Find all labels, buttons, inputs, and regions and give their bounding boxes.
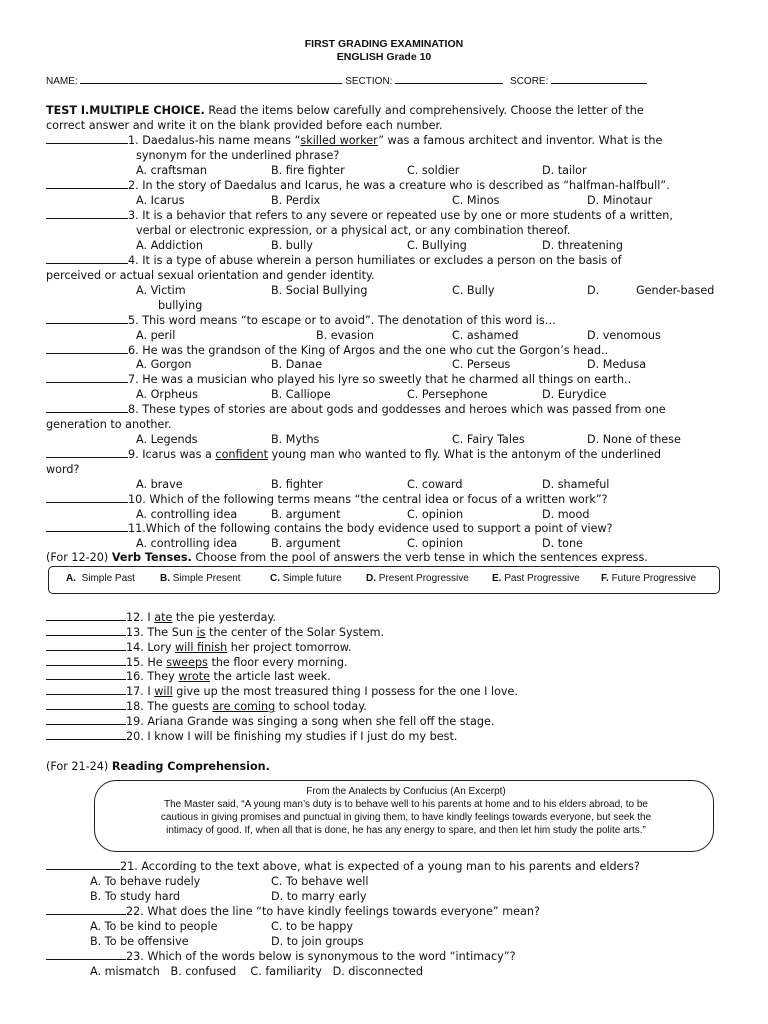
answer-blank[interactable] (46, 949, 126, 960)
option-d[interactable]: D. to join groups (271, 935, 364, 948)
score-field[interactable] (551, 73, 647, 84)
section-field[interactable] (395, 73, 503, 84)
question-text: 21. According to the text above, what is expected of a young man to his parents and elders? (120, 860, 640, 873)
answer-blank[interactable] (46, 610, 126, 621)
choice-b: B. Simple Present (160, 573, 241, 584)
option-a[interactable]: A. Victim (136, 284, 186, 297)
choice-f: F. Future Progressive (601, 573, 697, 584)
verb-item-18: 18. The guests are coming to school today. (46, 699, 367, 714)
option-d[interactable]: D. shameful (542, 478, 610, 491)
test1-heading: TEST I.MULTIPLE CHOICE. (46, 104, 205, 117)
exam-subtitle: ENGLISH Grade 10 (336, 51, 432, 63)
score-label: SCORE: (510, 76, 549, 87)
underlined-word: confident (215, 448, 269, 461)
question-text: 5. This word means “to escape or to avoid”. The denotation of this word is… (128, 314, 556, 327)
answer-blank[interactable] (46, 402, 128, 413)
question-text: ” was a famous architect and inventor. What is the (378, 134, 663, 147)
question-text: 10. Which of the following terms means “the central idea or focus of a written work”? (128, 493, 608, 506)
option-c[interactable]: C. opinion (407, 508, 464, 521)
answer-blank[interactable] (46, 655, 126, 666)
answer-blank[interactable] (46, 640, 126, 651)
choice-d: D. Present Progressive (366, 573, 469, 584)
verb-item-12: 12. I ate the pie yesterday. (46, 610, 276, 625)
option-c[interactable]: C. Persephone (407, 388, 488, 401)
question-4 (46, 253, 722, 268)
section-label: SECTION: (345, 76, 393, 87)
question-text: 7. He was a musician who played his lyre so sweetly that he charmed all things on earth.. (128, 373, 632, 386)
answer-blank[interactable] (46, 253, 128, 264)
verb-item-14: 14. Lory will finish her project tomorrow. (46, 640, 352, 655)
verb-item-15: 15. He sweeps the floor every morning. (46, 655, 348, 670)
answer-blank[interactable] (46, 521, 128, 532)
answer-blank[interactable] (46, 208, 128, 219)
option-b[interactable]: B. fighter (271, 478, 323, 491)
option-c[interactable]: C. To behave well (271, 875, 369, 888)
option-d[interactable]: D. threatening (542, 239, 623, 252)
question-11 (46, 521, 613, 536)
section-range: (For 21-24) (46, 760, 109, 773)
answer-blank[interactable] (46, 343, 128, 354)
option-a[interactable]: A. controlling idea (136, 508, 238, 521)
question-7 (46, 372, 631, 387)
answer-blank[interactable] (46, 904, 126, 915)
excerpt-line: The Master said, “A young man’s duty is to behave well to his parents at home and to his elders abroad, to be (164, 799, 648, 810)
excerpt-line: intimacy of good. If, when all that is done, he has any energy to spare, and then let him study the polite arts.” (166, 825, 646, 836)
option-b[interactable]: B. fire fighter (271, 164, 345, 177)
option-c[interactable]: C. Fairy Tales (452, 433, 525, 446)
option-d-text: bullying (158, 299, 203, 312)
option-c[interactable]: C. soldier (407, 164, 460, 177)
option-a[interactable]: A. peril (136, 329, 176, 342)
question-text: verbal or electronic expression, or a physical act, or any combination thereof. (136, 224, 571, 237)
section-heading: Reading Comprehension. (111, 760, 270, 773)
choice-c: C. Simple future (270, 573, 342, 584)
choice-e: E. Past Progressive (492, 573, 580, 584)
choice-a: A. Simple Past (66, 573, 135, 584)
option-b[interactable]: B. Myths (271, 433, 320, 446)
exam-title: FIRST GRADING EXAMINATION (304, 38, 464, 50)
question-text: 23. Which of the words below is synonymous to the word “intimacy”? (126, 950, 516, 963)
question-text: 11.Which of the following contains the body evidence used to support a point of view? (128, 522, 613, 535)
option-b[interactable]: B. To study hard (90, 890, 181, 903)
option-b[interactable]: B. To be offensive (90, 935, 189, 948)
excerpt-title: From the Analects by Confucius (An Excerpt) (306, 786, 506, 797)
option-c[interactable]: C. Perseus (452, 358, 511, 371)
option-c[interactable]: C. ashamed (452, 329, 519, 342)
answer-blank[interactable] (46, 699, 126, 710)
answer-blank[interactable] (46, 669, 126, 680)
answer-blank[interactable] (46, 372, 128, 383)
question-2 (46, 178, 670, 193)
question-text: synonym for the underlined phrase? (136, 149, 340, 162)
option-a[interactable]: A. Icarus (136, 194, 185, 207)
option-d[interactable]: D. mood (542, 508, 590, 521)
question-text: perceived or actual sexual orientation and gender identity. (46, 269, 375, 282)
question-text: word? (46, 463, 80, 476)
option-b[interactable]: B. Perdix (271, 194, 321, 207)
option-d[interactable]: D. tone (542, 537, 583, 550)
option-c[interactable]: C. Minos (452, 194, 500, 207)
option-d[interactable]: D. (587, 284, 600, 297)
question-text: 9. Icarus was a (128, 448, 212, 461)
option-b[interactable]: B. argument (271, 537, 341, 550)
question-22 (46, 904, 540, 919)
option-d-text: Gender-based (636, 284, 715, 297)
question-1 (46, 133, 722, 148)
option-d[interactable]: D. Eurydice (542, 388, 607, 401)
option-a[interactable]: A. Orpheus (136, 388, 198, 401)
instructions-text: correct answer and write it on the blank provided before each number. (46, 119, 443, 132)
option-b[interactable]: B. Social Bullying (271, 284, 368, 297)
section-range: (For 12-20) (46, 551, 109, 564)
option-c[interactable]: C. coward (407, 478, 463, 491)
option-a[interactable]: A. Addiction (136, 239, 203, 252)
answer-blank[interactable] (46, 859, 120, 870)
question-text: 4. It is a type of abuse wherein a person humiliates or excludes a person on the basis of (128, 254, 622, 267)
verb-item-13: 13. The Sun is the center of the Solar System. (46, 625, 384, 640)
answer-blank[interactable] (46, 625, 126, 636)
verb-item-17: 17. I will give up the most treasured thing I possess for the one I love. (46, 684, 518, 699)
option-d[interactable]: D. venomous (587, 329, 661, 342)
answer-blank[interactable] (46, 447, 128, 458)
option-a[interactable]: A. To be kind to people (90, 920, 218, 933)
option-d[interactable]: D. tailor (542, 164, 587, 177)
verb-item-20: 20. I know I will be finishing my studies if I just do my best. (46, 729, 457, 744)
option-a[interactable]: A. craftsman (136, 164, 207, 177)
test1-instructions (46, 103, 722, 118)
verb-item-16: 16. They wrote the article last week. (46, 669, 331, 684)
option-d[interactable]: D. None of these (587, 433, 681, 446)
answer-blank[interactable] (46, 714, 126, 725)
option-d[interactable]: D. Medusa (587, 358, 647, 371)
question-text: 3. It is a behavior that refers to any severe or repeated use by one or more students of a written, (128, 209, 673, 222)
answer-blank[interactable] (46, 729, 126, 740)
option-c[interactable]: C. opinion (407, 537, 464, 550)
verb-item-19: 19. Ariana Grande was singing a song when she fell off the stage. (46, 714, 494, 729)
option-d[interactable]: D. to marry early (271, 890, 367, 903)
answer-blank[interactable] (46, 313, 128, 324)
answer-blank[interactable] (46, 684, 126, 695)
reading-instructions (46, 759, 270, 774)
option-b[interactable]: B. bully (271, 239, 313, 252)
option-a[interactable]: A. Legends (136, 433, 198, 446)
excerpt-line: cautious in giving promises and punctual in giving them, to have kindly feelings towards everyone, but seek the (160, 812, 652, 823)
option-a[interactable]: A. brave (136, 478, 183, 491)
option-b[interactable]: B. argument (271, 508, 341, 521)
question-text: young man who wanted to fly. What is the antonym of the underlined (271, 448, 661, 461)
option-a[interactable]: A. Gorgon (136, 358, 192, 371)
question-3 (46, 208, 673, 223)
option-a[interactable]: A. controlling idea (136, 537, 238, 550)
instructions-text: Choose from the pool of answers the verb tense in which the sentences express. (195, 551, 648, 564)
answer-blank[interactable] (46, 133, 128, 144)
name-field[interactable] (80, 73, 342, 84)
option-b[interactable]: B. Calliope (271, 388, 331, 401)
name-label: NAME: (46, 76, 78, 87)
option-c[interactable]: C. Bullying (407, 239, 467, 252)
answer-blank[interactable] (46, 492, 128, 503)
question-text: 22. What does the line “to have kindly feelings towards everyone” mean? (126, 905, 540, 918)
question-text: 8. These types of stories are about gods and goddesses and heroes which was passed from one (128, 403, 666, 416)
question-10 (46, 492, 608, 507)
option-d[interactable]: D. Minotaur (587, 194, 653, 207)
question-text: 2. In the story of Daedalus and Icarus, he was a creature who is described as “halfman-halfbull”. (128, 179, 670, 192)
option-a[interactable]: A. To behave rudely (90, 875, 201, 888)
answer-blank[interactable] (46, 178, 128, 189)
question-23 (46, 949, 516, 964)
question-8 (46, 402, 722, 417)
option-c[interactable]: C. Bully (452, 284, 495, 297)
underlined-phrase: skilled worker (300, 134, 379, 147)
section-heading: Verb Tenses. (111, 551, 192, 564)
option-c[interactable]: C. to be happy (271, 920, 354, 933)
question-6 (46, 343, 608, 358)
question-text: 1. Daedalus-his name means “ (128, 134, 301, 147)
student-info-line (46, 73, 647, 89)
instructions-text: Read the items below carefully and comprehensively. Choose the letter of the (208, 104, 644, 117)
question-text: 6. He was the grandson of the King of Argos and the one who cut the Gorgon’s head.. (128, 344, 609, 357)
option-b[interactable]: B. evasion (316, 329, 375, 342)
verb-tenses-instructions (46, 550, 648, 565)
question-21 (46, 859, 640, 874)
question-5 (46, 313, 556, 328)
question-9 (46, 447, 722, 462)
options-row[interactable]: A. mismatch B. confused C. familiarity D. disconnected (90, 965, 423, 978)
option-b[interactable]: B. Danae (271, 358, 323, 371)
question-text: generation to another. (46, 418, 172, 431)
